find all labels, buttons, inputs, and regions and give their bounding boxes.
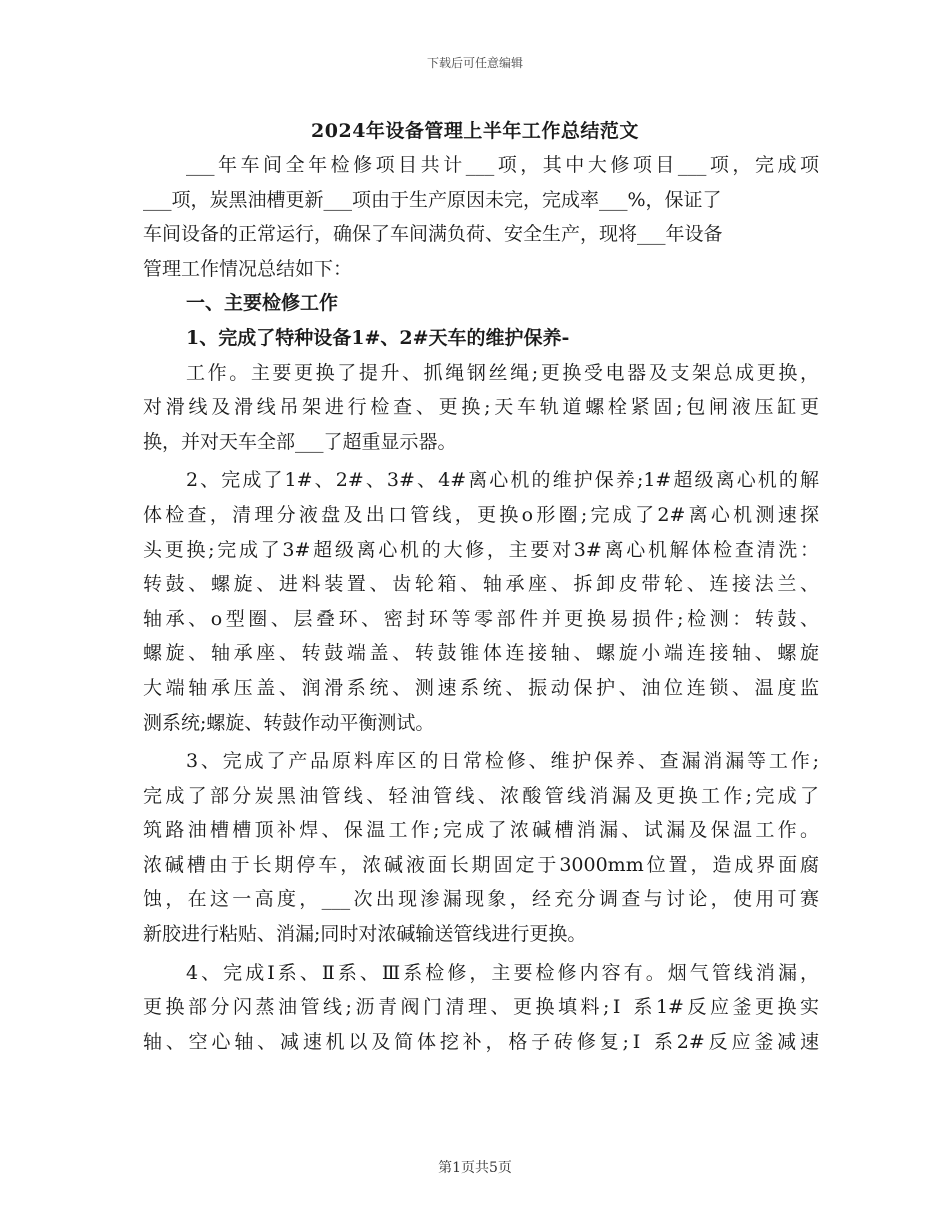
body-text-line: 2、完成了1#、2#、3#、4#离心机的维护保养;1#超级离心机的解 xyxy=(186,469,819,492)
document-title: 2024年设备管理上半年工作总结范文 xyxy=(311,120,639,142)
body-text-line: 换，并对天车全部___了超重显示器。 xyxy=(143,430,457,453)
body-text-line: 3、完成了产品原料库区的日常检修、维护保养、查漏消漏等工作; xyxy=(186,750,819,773)
header-note: 下载后可任意编辑 xyxy=(426,56,523,70)
section-heading-line: 一、主要检修工作 xyxy=(186,292,339,315)
body-text-line: 轴承、o型圈、层叠环、密封环等零部件并更换易损件;检测：转鼓、 xyxy=(143,607,819,630)
body-text-line: 体检查，清理分液盘及出口管线，更换o形圈;完成了2#离心机测速探 xyxy=(143,503,819,526)
body-text-line: ___项，炭黑油槽更新___项由于生产原因未完，完成率___%，保证了 xyxy=(143,188,722,211)
body-text-line: 头更换;完成了3#超级离心机的大修，主要对3#离心机解体检查清洗： xyxy=(143,538,819,561)
body-text-line: 筑路油槽槽顶补焊、保温工作;完成了浓碱槽消漏、试漏及保温工作。 xyxy=(143,819,819,842)
section-heading-line: 1、完成了特种设备1#、2#天车的维护保养- xyxy=(186,326,570,349)
body-text-line: ___年车间全年检修项目共计___项，其中大修项目___项，完成项 xyxy=(186,154,819,176)
body-text-line: 浓碱槽由于长期停车，浓碱液面长期固定于3000mm位置，造成界面腐 xyxy=(143,853,819,876)
body-text-line: 车间设备的正常运行，确保了车间满负荷、安全生产，现将___年设备 xyxy=(143,223,723,246)
body-text-line: 测系统;螺旋、转鼓作动平衡测试。 xyxy=(143,711,435,734)
body-text-line: 工作。主要更换了提升、抓绳钢丝绳;更换受电器及支架总成更换， xyxy=(186,361,819,384)
body-text-line: 蚀，在这一高度，___次出现渗漏现象，经充分调查与讨论，使用可赛 xyxy=(143,888,819,911)
body-text-line: 轴、空心轴、减速机以及简体挖补，格子砖修复;Ⅰ 系2#反应釜减速 xyxy=(143,1030,819,1053)
page-number: 第1页共5页 xyxy=(438,1160,512,1176)
document-body xyxy=(143,148,819,1059)
body-text-line: 转鼓、螺旋、进料装置、齿轮箱、轴承座、拆卸皮带轮、连接法兰、 xyxy=(143,573,819,596)
body-text-line: 4、完成Ⅰ系、Ⅱ系、Ⅲ系检修，主要检修内容有。烟气管线消漏， xyxy=(186,961,819,984)
body-text-line: 螺旋、轴承座、转鼓端盖、转鼓锥体连接轴、螺旋小端连接轴、螺旋 xyxy=(143,642,819,665)
body-text-line: 新胶进行粘贴、消漏;同时对浓碱输送管线进行更换。 xyxy=(143,923,587,946)
body-text-line: 大端轴承压盖、润滑系统、测速系统、振动保护、油位连锁、温度监 xyxy=(143,676,819,699)
body-text-line: 更换部分闪蒸油管线;沥青阀门清理、更换填料;Ⅰ 系1#反应釜更换实 xyxy=(143,996,819,1019)
body-text-line: 管理工作情况总结如下： xyxy=(143,257,353,280)
body-text-line: 对滑线及滑线吊架进行检查、更换;天车轨道螺栓紧固;包闸液压缸更 xyxy=(143,396,819,419)
body-text-line: 完成了部分炭黑油管线、轻油管线、浓酸管线消漏及更换工作;完成了 xyxy=(143,784,819,807)
